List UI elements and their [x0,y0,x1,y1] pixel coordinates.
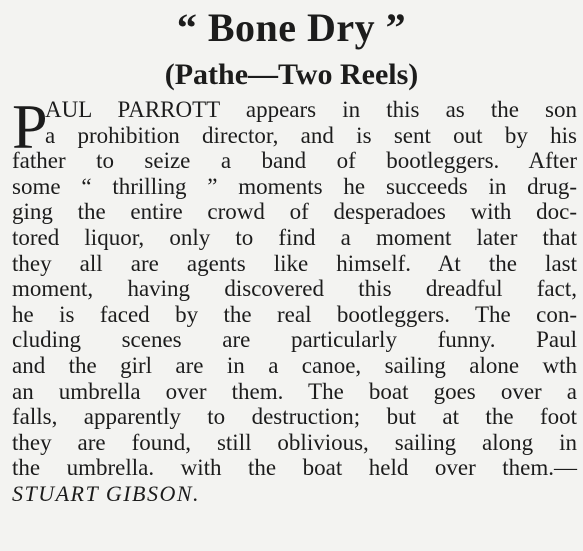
body-line: he is faced by the real bootleggers. The con- [12,301,577,327]
body-line: AUL PARROTT appears in this as the son [45,97,577,122]
body-line: ging the entire crowd of desperadoes with doc- [12,199,577,225]
body-line: and the girl are in a canoe, sailing alone wth [12,352,577,378]
drop-cap: P [12,91,48,162]
body-line: an umbrella over them. The boat goes over a [12,378,577,404]
body-line: father to seize a band of bootleggers. After [12,148,577,174]
body-line: some “ thrilling ” moments he succeeds in drug- [12,173,577,199]
review-subtitle: (Pathe—Two Reels) [164,58,419,91]
body-line: they are found, still oblivious, sailing along in [12,429,577,455]
body-line: cluding scenes are particularly funny. Paul [12,327,577,353]
body-line: they all are agents like himself. At the last [12,250,577,276]
body-line: moment, having discovered this dreadful fact, [12,276,577,302]
body-line: falls, apparently to destruction; but at the foot [12,404,577,430]
body-line: the umbrella. with the boat held over them.— [12,455,577,481]
review-body [12,91,577,507]
byline: STUART GIBSON. [12,480,201,506]
body-line: a prohibition director, and is sent out by his [45,122,577,148]
body-line: tored liquor, only to find a moment later that [12,224,577,250]
review-title: “ Bone Dry ” [176,5,407,50]
